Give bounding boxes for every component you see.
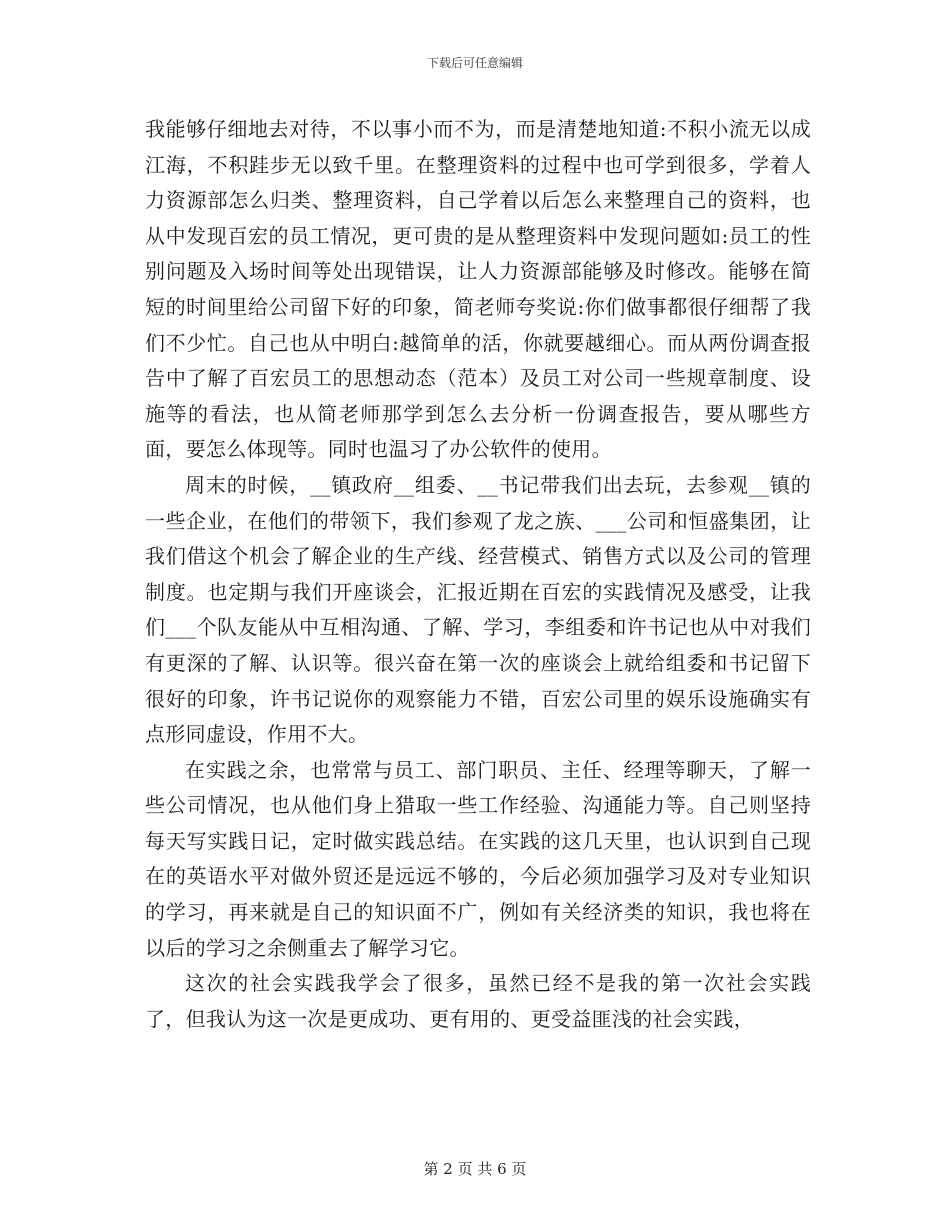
paragraph-4: 这次的社会实践我学会了很多，虽然已经不是我的第一次社会实践了，但我认为这一次是更成功、更有用的、更受益匪浅的社会实践， bbox=[145, 971, 811, 1031]
page-header-note: 下载后可任意编辑 bbox=[426, 56, 523, 70]
document-body bbox=[145, 112, 811, 1037]
paragraph-2: 周末的时候，__镇政府__组委、__书记带我们出去玩，去参观__镇的一些企业，在他们的带领下，我们参观了龙之族、___公司和恒盛集团，让我们借这个机会了解企业的生产线、经营模式、销售方式以及公司的管理制度。也定期与我们开座谈会，汇报近期在百宏的实践情况及感受，让我们___个队友能从中互相沟通、了解、学习，李组委和许书记也从中对我们有更深的了解、认识等。很兴奋在第一次的座谈会上就给组委和书记留下很好的印象，许书记说你的观察能力不错，百宏公司里的娱乐设施确实有点形同虚设，作用不大。 bbox=[145, 472, 811, 747]
page-number: 第 2 页 共 6 页 bbox=[423, 1160, 527, 1178]
paragraph-3: 在实践之余，也常常与员工、部门职员、主任、经理等聊天，了解一些公司情况，也从他们身上猎取一些工作经验、沟通能力等。自己则坚持每天写实践日记，定时做实践总结。在实践的这几天里，也认识到自己现在的英语水平对做外贸还是远远不够的，今后必须加强学习及对专业知识的学习，再来就是自己的知识面不广，例如有关经济类的知识，我也将在以后的学习之余侧重去了解学习它。 bbox=[145, 757, 811, 960]
paragraph-1: 我能够仔细地去对待，不以事小而不为，而是清楚地知道:不积小流无以成江海，不积跬步无以致千里。在整理资料的过程中也可学到很多，学着人力资源部怎么归类、整理资料，自己学着以后怎么来整理自己的资料，也从中发现百宏的员工情况，更可贵的是从整理资料中发现问题如:员工的性别问题及入场时间等处出现错误，让人力资源部能够及时修改。能够在简短的时间里给公司留下好的印象，简老师夸奖说:你们做事都很仔细帮了我们不少忙。自己也从中明白:越简单的活，你就要越细心。而从两份调查报告中了解了百宏员工的思想动态（范本）及员工对公司一些规章制度、设施等的看法，也从简老师那学到怎么去分析一份调查报告，要从哪些方面，要怎么体现等。同时也温习了办公软件的使用。 bbox=[145, 117, 811, 462]
